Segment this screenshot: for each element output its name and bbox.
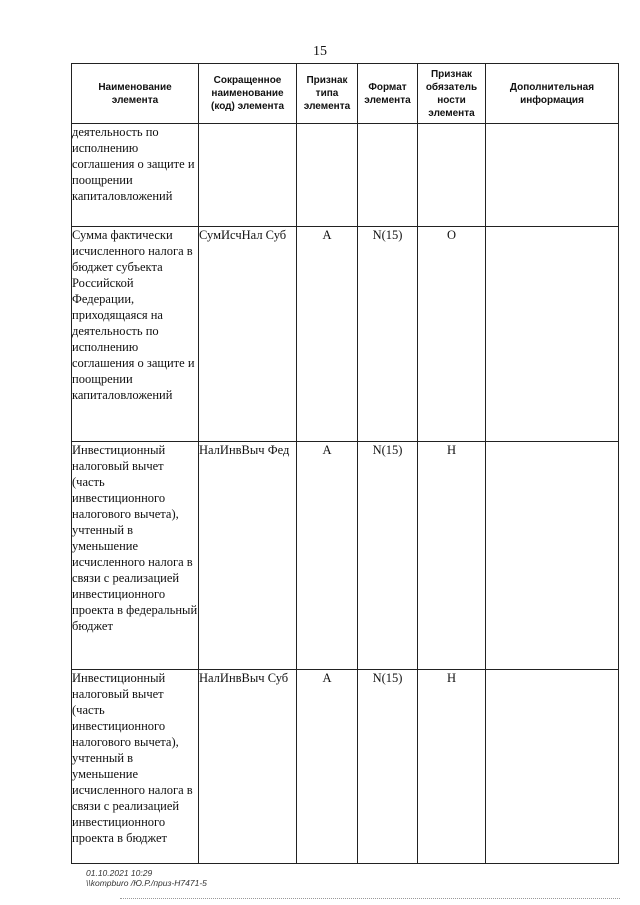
element-spec-table <box>71 63 619 864</box>
table-row <box>72 124 619 227</box>
element-type-cell: А <box>297 227 358 442</box>
element-name-cell: Инвестиционный налоговый вычет (часть инвестиционного налогового вычета), учтенный в уменьшение исчисленного налога в связи с реализацией инвестиционного проекта в федеральный бюджет <box>72 442 199 670</box>
element-type-cell <box>297 124 358 227</box>
page-number: 15 <box>313 44 327 59</box>
header-additional-info: Дополнительная информация <box>486 64 619 124</box>
print-file-path: \\kompburo /Ю.Р./приз-Н7471-5 <box>86 878 207 888</box>
header-element-type: Признак типа элемента <box>297 64 358 124</box>
element-type-cell: А <box>297 670 358 864</box>
print-footer <box>86 868 207 888</box>
element-required-cell: О <box>418 227 486 442</box>
element-code-cell: НалИнвВыч Фед <box>199 442 297 670</box>
element-required-cell: Н <box>418 670 486 864</box>
header-element-required: Признак обязатель ности элемента <box>418 64 486 124</box>
element-name-cell: деятельность по исполнению соглашения о защите и поощрении капиталовложений <box>72 124 199 227</box>
additional-info-cell <box>486 670 619 864</box>
additional-info-cell <box>486 227 619 442</box>
table-row <box>72 227 619 442</box>
table-row <box>72 442 619 670</box>
element-type-cell: А <box>297 442 358 670</box>
element-format-cell: N(15) <box>358 670 418 864</box>
element-format-cell: N(15) <box>358 442 418 670</box>
element-code-cell: СумИсчНал Суб <box>199 227 297 442</box>
scan-edge-line <box>120 898 620 899</box>
additional-info-cell <box>486 442 619 670</box>
table-row <box>72 670 619 864</box>
element-required-cell <box>418 124 486 227</box>
print-timestamp: 01.10.2021 10:29 <box>86 868 153 878</box>
table-header-row <box>72 64 619 124</box>
element-name-cell: Сумма фактически исчисленного налога в бюджет субъекта Российской Федерации, приходящаяся на деятельность по исполнению соглашения о защите и поощрении капиталовложений <box>72 227 199 442</box>
element-format-cell <box>358 124 418 227</box>
element-code-cell: НалИнвВыч Суб <box>199 670 297 864</box>
header-element-format: Формат элемента <box>358 64 418 124</box>
element-required-cell: Н <box>418 442 486 670</box>
additional-info-cell <box>486 124 619 227</box>
element-name-cell: Инвестиционный налоговый вычет (часть инвестиционного налогового вычета), учтенный в уменьшение исчисленного налога в связи с реализацией инвестиционного проекта в бюджет <box>72 670 199 864</box>
header-element-name: Наименование элемента <box>72 64 199 124</box>
element-code-cell <box>199 124 297 227</box>
header-element-code: Сокращенное наименование (код) элемента <box>199 64 297 124</box>
element-format-cell: N(15) <box>358 227 418 442</box>
